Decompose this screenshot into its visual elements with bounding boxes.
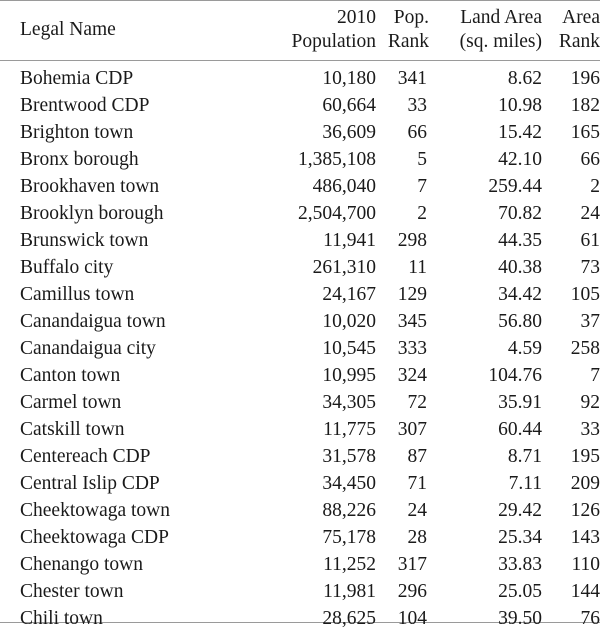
cell-land-area: 259.44 [488,176,542,197]
cell-area-rank: 2 [590,176,600,197]
cell-legal-name: Central Islip CDP [20,473,160,494]
cell-legal-name: Brookhaven town [20,176,160,197]
cell-population: 24,167 [322,284,376,305]
cell-legal-name: Canandaigua city [20,338,156,359]
cell-population: 75,178 [322,527,376,548]
table-row [0,605,600,632]
cell-area-rank: 66 [580,149,600,170]
cell-land-area: 34.42 [498,284,542,305]
header-population-line1: 2010 [337,7,376,28]
cell-area-rank: 258 [570,338,600,359]
cell-legal-name: Canton town [20,365,121,386]
cell-population: 10,180 [322,68,376,89]
cell-land-area: 104.76 [488,365,542,386]
table-row [0,470,600,497]
table-row [0,146,600,173]
cell-pop-rank: 7 [417,176,427,197]
header-legal-name-label: Legal Name [20,19,116,40]
cell-pop-rank: 298 [397,230,427,251]
cell-legal-name: Camillus town [20,284,135,305]
cell-pop-rank: 87 [407,446,427,467]
table-row [0,389,600,416]
table-row [0,65,600,92]
table-row [0,524,600,551]
cell-land-area: 40.38 [498,257,542,278]
cell-pop-rank: 71 [407,473,427,494]
table-row [0,254,600,281]
cell-area-rank: 126 [570,500,600,521]
cell-legal-name: Catskill town [20,419,125,440]
cell-population: 261,310 [312,257,376,278]
header-area-rank [544,0,600,60]
cell-pop-rank: 24 [407,500,427,521]
table-row [0,308,600,335]
cell-area-rank: 165 [570,122,600,143]
cell-land-area: 7.11 [508,473,542,494]
cell-pop-rank: 317 [397,554,427,575]
cell-pop-rank: 341 [397,68,427,89]
cell-area-rank: 92 [580,392,600,413]
cell-pop-rank: 33 [407,95,427,116]
cell-land-area: 25.34 [498,527,542,548]
cell-population: 10,545 [322,338,376,359]
header-legal-name [0,0,270,60]
header-population-line2: Population [291,31,376,52]
cell-pop-rank: 28 [407,527,427,548]
cell-pop-rank: 66 [407,122,427,143]
table-row [0,200,600,227]
table-row [0,362,600,389]
table-row [0,92,600,119]
table-row [0,497,600,524]
cell-legal-name: Chenango town [20,554,143,575]
cell-population: 486,040 [312,176,376,197]
cell-population: 10,995 [322,365,376,386]
cell-legal-name: Bohemia CDP [20,68,134,89]
cell-legal-name: Carmel town [20,392,122,413]
header-area-rank-line2: Rank [558,31,600,52]
table-row [0,443,600,470]
table-row [0,551,600,578]
cell-area-rank: 182 [570,95,600,116]
cell-pop-rank: 72 [407,392,427,413]
header-land-area [433,0,544,60]
cell-population: 36,609 [322,122,376,143]
cell-population: 10,020 [322,311,376,332]
header-area-rank-line1: Area [562,7,600,28]
cell-population: 60,664 [322,95,376,116]
table-body [0,60,600,632]
cell-pop-rank: 2 [417,203,427,224]
cell-population: 11,775 [323,419,376,440]
table-row [0,119,600,146]
cell-pop-rank: 5 [417,149,427,170]
cell-pop-rank: 11 [408,257,427,278]
cell-pop-rank: 104 [397,608,427,629]
table-row [0,227,600,254]
cell-population: 11,981 [323,581,376,602]
cell-area-rank: 196 [570,68,600,89]
cell-legal-name: Buffalo city [20,257,114,278]
cell-population: 11,252 [323,554,376,575]
cell-population: 34,305 [322,392,376,413]
cell-land-area: 4.59 [507,338,542,359]
cell-area-rank: 33 [580,419,600,440]
table-row [0,281,600,308]
cell-land-area: 44.35 [498,230,542,251]
header-land-area-line1: Land Area [460,7,542,28]
cell-area-rank: 61 [580,230,600,251]
table-row [0,173,600,200]
cell-pop-rank: 296 [397,581,427,602]
cell-legal-name: Canandaigua town [20,311,166,332]
cell-area-rank: 144 [570,581,600,602]
cell-land-area: 70.82 [498,203,542,224]
cell-population: 88,226 [322,500,376,521]
cell-population: 31,578 [322,446,376,467]
cell-land-area: 29.42 [498,500,542,521]
cell-area-rank: 76 [580,608,600,629]
cell-legal-name: Brighton town [20,122,134,143]
cell-population: 11,941 [323,230,376,251]
cell-land-area: 8.62 [507,68,542,89]
cell-pop-rank: 129 [397,284,427,305]
cell-legal-name: Centereach CDP [20,446,151,467]
cell-legal-name: Chester town [20,581,124,602]
cell-land-area: 25.05 [498,581,542,602]
cell-area-rank: 195 [570,446,600,467]
table-row [0,335,600,362]
table-row [0,416,600,443]
cell-legal-name: Brentwood CDP [20,95,150,116]
cell-population: 28,625 [322,608,376,629]
cell-area-rank: 73 [580,257,600,278]
cell-area-rank: 37 [580,311,600,332]
cell-legal-name: Brooklyn borough [20,203,164,224]
cell-land-area: 15.42 [498,122,542,143]
header-pop-rank-line2: Rank [387,31,429,52]
table-header [0,0,600,60]
cell-land-area: 8.71 [507,446,542,467]
cell-area-rank: 143 [570,527,600,548]
cell-land-area: 60.44 [498,419,542,440]
cell-land-area: 56.80 [498,311,542,332]
cell-pop-rank: 333 [397,338,427,359]
cell-pop-rank: 345 [397,311,427,332]
cell-legal-name: Bronx borough [20,149,139,170]
cell-land-area: 10.98 [498,95,542,116]
cell-land-area: 35.91 [498,392,542,413]
cell-area-rank: 209 [570,473,600,494]
cell-area-rank: 24 [580,203,600,224]
cell-land-area: 39.50 [498,608,542,629]
cell-legal-name: Cheektowaga CDP [20,527,169,548]
cell-population: 2,504,700 [298,203,376,224]
cell-land-area: 33.83 [498,554,542,575]
header-land-area-line2: (sq. miles) [459,31,542,52]
cell-population: 34,450 [322,473,376,494]
header-pop-rank-line1: Pop. [393,7,429,28]
cell-legal-name: Brunswick town [20,230,149,251]
cell-area-rank: 7 [590,365,600,386]
cell-land-area: 42.10 [498,149,542,170]
header-row [0,0,600,60]
header-pop-rank [376,0,433,60]
cell-pop-rank: 307 [397,419,427,440]
cell-area-rank: 110 [571,554,600,575]
table-row [0,578,600,605]
header-population [270,0,376,60]
cell-population: 1,385,108 [298,149,376,170]
cell-legal-name: Chili town [20,608,103,629]
cell-pop-rank: 324 [397,365,427,386]
cell-legal-name: Cheektowaga town [20,500,171,521]
cell-area-rank: 105 [570,284,600,305]
